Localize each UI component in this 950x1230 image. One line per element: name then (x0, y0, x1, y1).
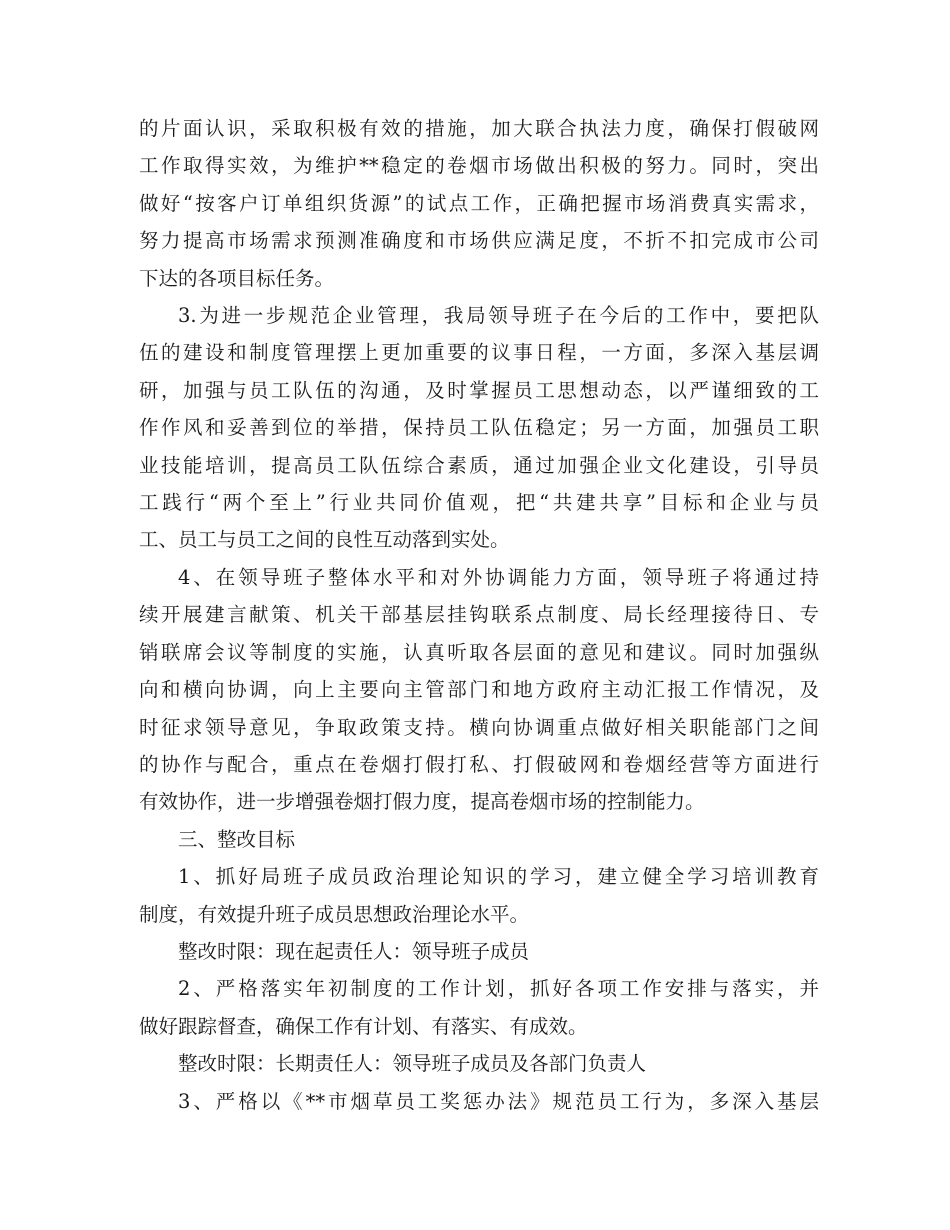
text-line: 制度，有效提升班子成员思想政治理论水平。 (139, 902, 530, 926)
text-line: 工践行“两个至上”行业共同价值观，把“共建共享”目标和企业与员 (139, 491, 819, 515)
document-body (139, 110, 819, 1120)
text-line: 的片面认识，采取积极有效的措施，加大联合执法力度，确保打假破网 (139, 117, 819, 140)
text-line: 工、员工与员工之间的良性互动落到实处。 (139, 528, 510, 552)
paragraph-continuation (139, 110, 819, 297)
text-line: 续开展建言献策、机关干部基层挂钩联系点制度、局长经理接待日、专 (139, 603, 819, 627)
text-line: 4、在领导班子整体水平和对外协调能力方面，领导班子将通过持 (178, 565, 819, 589)
paragraph-item-3 (139, 297, 819, 559)
text-line: 有效协作，进一步增强卷烟打假力度，提高卷烟市场的控制能力。 (139, 790, 705, 814)
text-line: 研，加强与员工队伍的沟通，及时掌握员工思想动态，以严谨细致的工 (139, 378, 819, 402)
section-heading-text: 三、整改目标 (178, 827, 296, 851)
text-line: 作作风和妥善到位的举措，保持员工队伍稳定；另一方面，加强员工职 (139, 416, 819, 440)
paragraph-goal-1 (139, 858, 819, 933)
text-line: 时征求领导意见，争取政策支持。横向协调重点做好相关职能部门之间 (139, 715, 819, 739)
text-line: 的协作与配合，重点在卷烟打假打私、打假破网和卷烟经营等方面进行 (139, 752, 819, 776)
text-line: 整改时限：长期责任人：领导班子成员及各部门负责人 (178, 1052, 647, 1076)
text-line: 业技能培训，提高员工队伍综合素质，通过加强企业文化建设，引导员 (139, 453, 819, 477)
paragraph-goal-2-deadline (139, 1045, 819, 1082)
text-line: 3、严格以《**市烟草员工奖惩办法》规范员工行为，多深入基层 (178, 1089, 819, 1113)
paragraph-goal-1-deadline (139, 933, 819, 970)
text-line: 1、抓好局班子成员政治理论知识的学习，建立健全学习培训教育 (178, 865, 819, 889)
text-line: 做好“按客户订单组织货源”的试点工作，正确把握市场消费真实需求， (139, 191, 819, 215)
text-line: 整改时限：现在起责任人：领导班子成员 (178, 939, 530, 963)
text-line: 工作取得实效，为维护**稳定的卷烟市场做出积极的努力。同时，突出 (139, 154, 819, 178)
text-line: 销联席会议等制度的实施，认真听取各层面的意见和建议。同时加强纵 (139, 640, 819, 664)
paragraph-goal-3 (139, 1083, 819, 1120)
section-heading (139, 821, 819, 858)
paragraph-goal-2 (139, 970, 819, 1045)
text-line: 努力提高市场需求预测准确度和市场供应满足度，不折不扣完成市公司 (139, 229, 819, 253)
text-line: 2、严格落实年初制度的工作计划，抓好各项工作安排与落实，并 (178, 977, 819, 1001)
text-line: 伍的建设和制度管理摆上更加重要的议事日程，一方面，多深入基层调 (139, 341, 819, 365)
text-line: 向和横向协调，向上主要向主管部门和地方政府主动汇报工作情况，及 (139, 678, 819, 702)
text-line: 做好跟踪督查，确保工作有计划、有落实、有成效。 (139, 1014, 588, 1038)
paragraph-item-4 (139, 559, 819, 821)
text-line: 3.为进一步规范企业管理，我局领导班子在今后的工作中，要把队 (178, 304, 819, 328)
text-line: 下达的各项目标任务。 (139, 266, 335, 290)
